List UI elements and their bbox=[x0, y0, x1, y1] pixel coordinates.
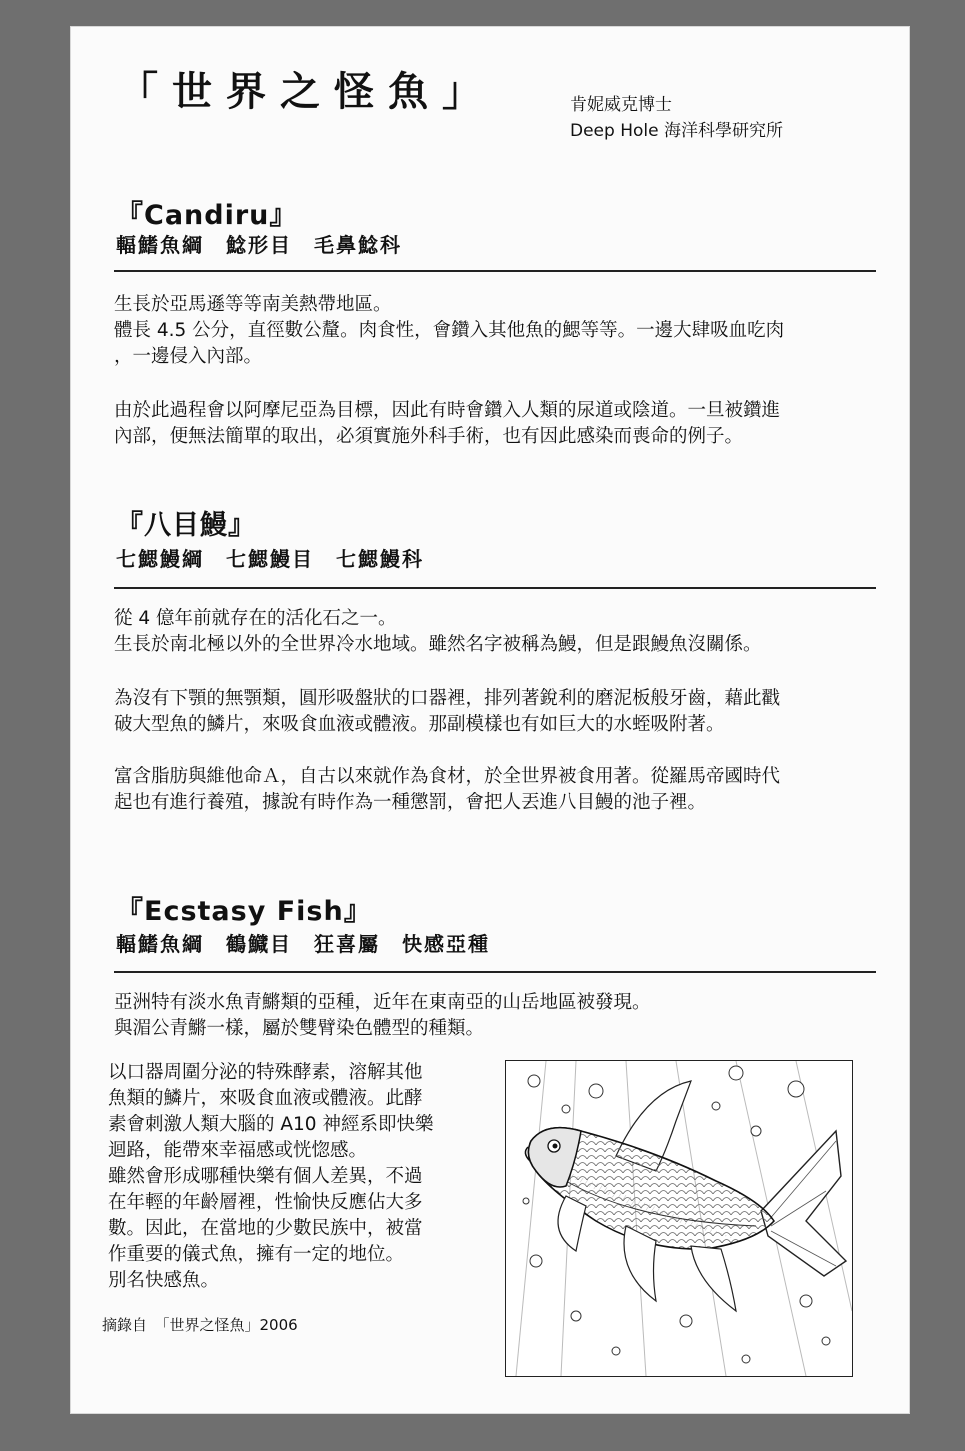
section-divider bbox=[114, 270, 876, 272]
text-line: 體長 4.5 公分，直徑數公釐。肉食性，會鑽入其他魚的鰓等等。一邊大肆吸血吃肉 bbox=[114, 320, 785, 341]
text-line: 從 4 億年前就存在的活化石之一。 bbox=[114, 608, 397, 629]
paragraph bbox=[114, 606, 880, 658]
text-line: 起也有進行養殖，據說有時作為一種懲罰，會把人丟進八目鰻的池子裡。 bbox=[114, 792, 707, 813]
ecstasy-fish-illustration bbox=[505, 1060, 853, 1377]
page-title: 「世界之怪魚」 bbox=[118, 69, 496, 115]
text-line: 亞洲特有淡水魚青鱂類的亞種，近年在東南亞的山岳地區被發現。 bbox=[114, 992, 651, 1013]
paragraph bbox=[114, 398, 880, 450]
document-page bbox=[70, 26, 910, 1414]
section-title-lamprey: 『八目鰻』 bbox=[116, 510, 256, 541]
text-line: 迴路，能帶來幸福感或恍惚感。 bbox=[108, 1140, 368, 1161]
section-taxonomy-candiru: 輻鰭魚綱 鯰形目 毛鼻鯰科 bbox=[116, 233, 402, 257]
paragraph bbox=[114, 764, 880, 816]
section-divider bbox=[114, 587, 876, 589]
author-name: 肯妮威克博士 bbox=[570, 95, 672, 115]
text-line: 雖然會形成哪種快樂有個人差異，不過 bbox=[108, 1166, 423, 1187]
fish-icon bbox=[506, 1061, 852, 1376]
paragraph bbox=[108, 1060, 468, 1294]
text-line: 素會刺激人類大腦的 A10 神經系即快樂 bbox=[108, 1114, 434, 1135]
section-taxonomy-lamprey: 七鰓鰻綱 七鰓鰻目 七鰓鰻科 bbox=[116, 547, 424, 571]
text-line: 生長於亞馬遜等等南美熱帶地區。 bbox=[114, 294, 392, 315]
text-line: 為沒有下顎的無顎類，圓形吸盤狀的口器裡，排列著銳利的磨泥板般牙齒，藉此戳 bbox=[114, 688, 781, 709]
section-title-ecstasy-fish: 『Ecstasy Fish』 bbox=[116, 896, 372, 927]
section-title-candiru: 『Candiru』 bbox=[116, 200, 298, 231]
author-institute: Deep Hole 海洋科學研究所 bbox=[570, 121, 783, 141]
paragraph bbox=[114, 686, 880, 738]
text-line: 富含脂肪與維他命Ａ，自古以來就作為食材，於全世界被食用著。從羅馬帝國時代 bbox=[114, 766, 781, 787]
paragraph bbox=[114, 990, 880, 1042]
text-line: 破大型魚的鱗片，來吸食血液或體液。那副模樣也有如巨大的水蛭吸附著。 bbox=[114, 714, 725, 735]
text-line: 魚類的鱗片，來吸食血液或體液。此酵 bbox=[108, 1088, 423, 1109]
text-line: 作重要的儀式魚，擁有一定的地位。 bbox=[108, 1244, 405, 1265]
text-line: 生長於南北極以外的全世界冷水地域。雖然名字被稱為鰻，但是跟鰻魚沒關係。 bbox=[114, 634, 762, 655]
text-line: 由於此過程會以阿摩尼亞為目標，因此有時會鑽入人類的尿道或陰道。一旦被鑽進 bbox=[114, 400, 781, 421]
section-divider bbox=[114, 971, 876, 973]
text-line: ，一邊侵入內部。 bbox=[114, 346, 263, 367]
author-block bbox=[570, 92, 783, 144]
paragraph bbox=[114, 292, 880, 370]
text-line: 數。因此，在當地的少數民族中，被當 bbox=[108, 1218, 423, 1239]
text-line: 內部，便無法簡單的取出，必須實施外科手術，也有因此感染而喪命的例子。 bbox=[114, 426, 744, 447]
text-line: 以口器周圍分泌的特殊酵素，溶解其他 bbox=[108, 1062, 423, 1083]
text-line: 在年輕的年齡層裡，性愉快反應佔大多 bbox=[108, 1192, 423, 1213]
text-line: 與湄公青鱂一樣，屬於雙臂染色體型的種類。 bbox=[114, 1018, 485, 1039]
text-line: 別名快感魚。 bbox=[108, 1270, 220, 1291]
source-citation: 摘錄自 「世界之怪魚」2006 bbox=[102, 1316, 298, 1334]
section-taxonomy-ecstasy-fish: 輻鰭魚綱 鶴鱵目 狂喜屬 快感亞種 bbox=[116, 932, 490, 956]
